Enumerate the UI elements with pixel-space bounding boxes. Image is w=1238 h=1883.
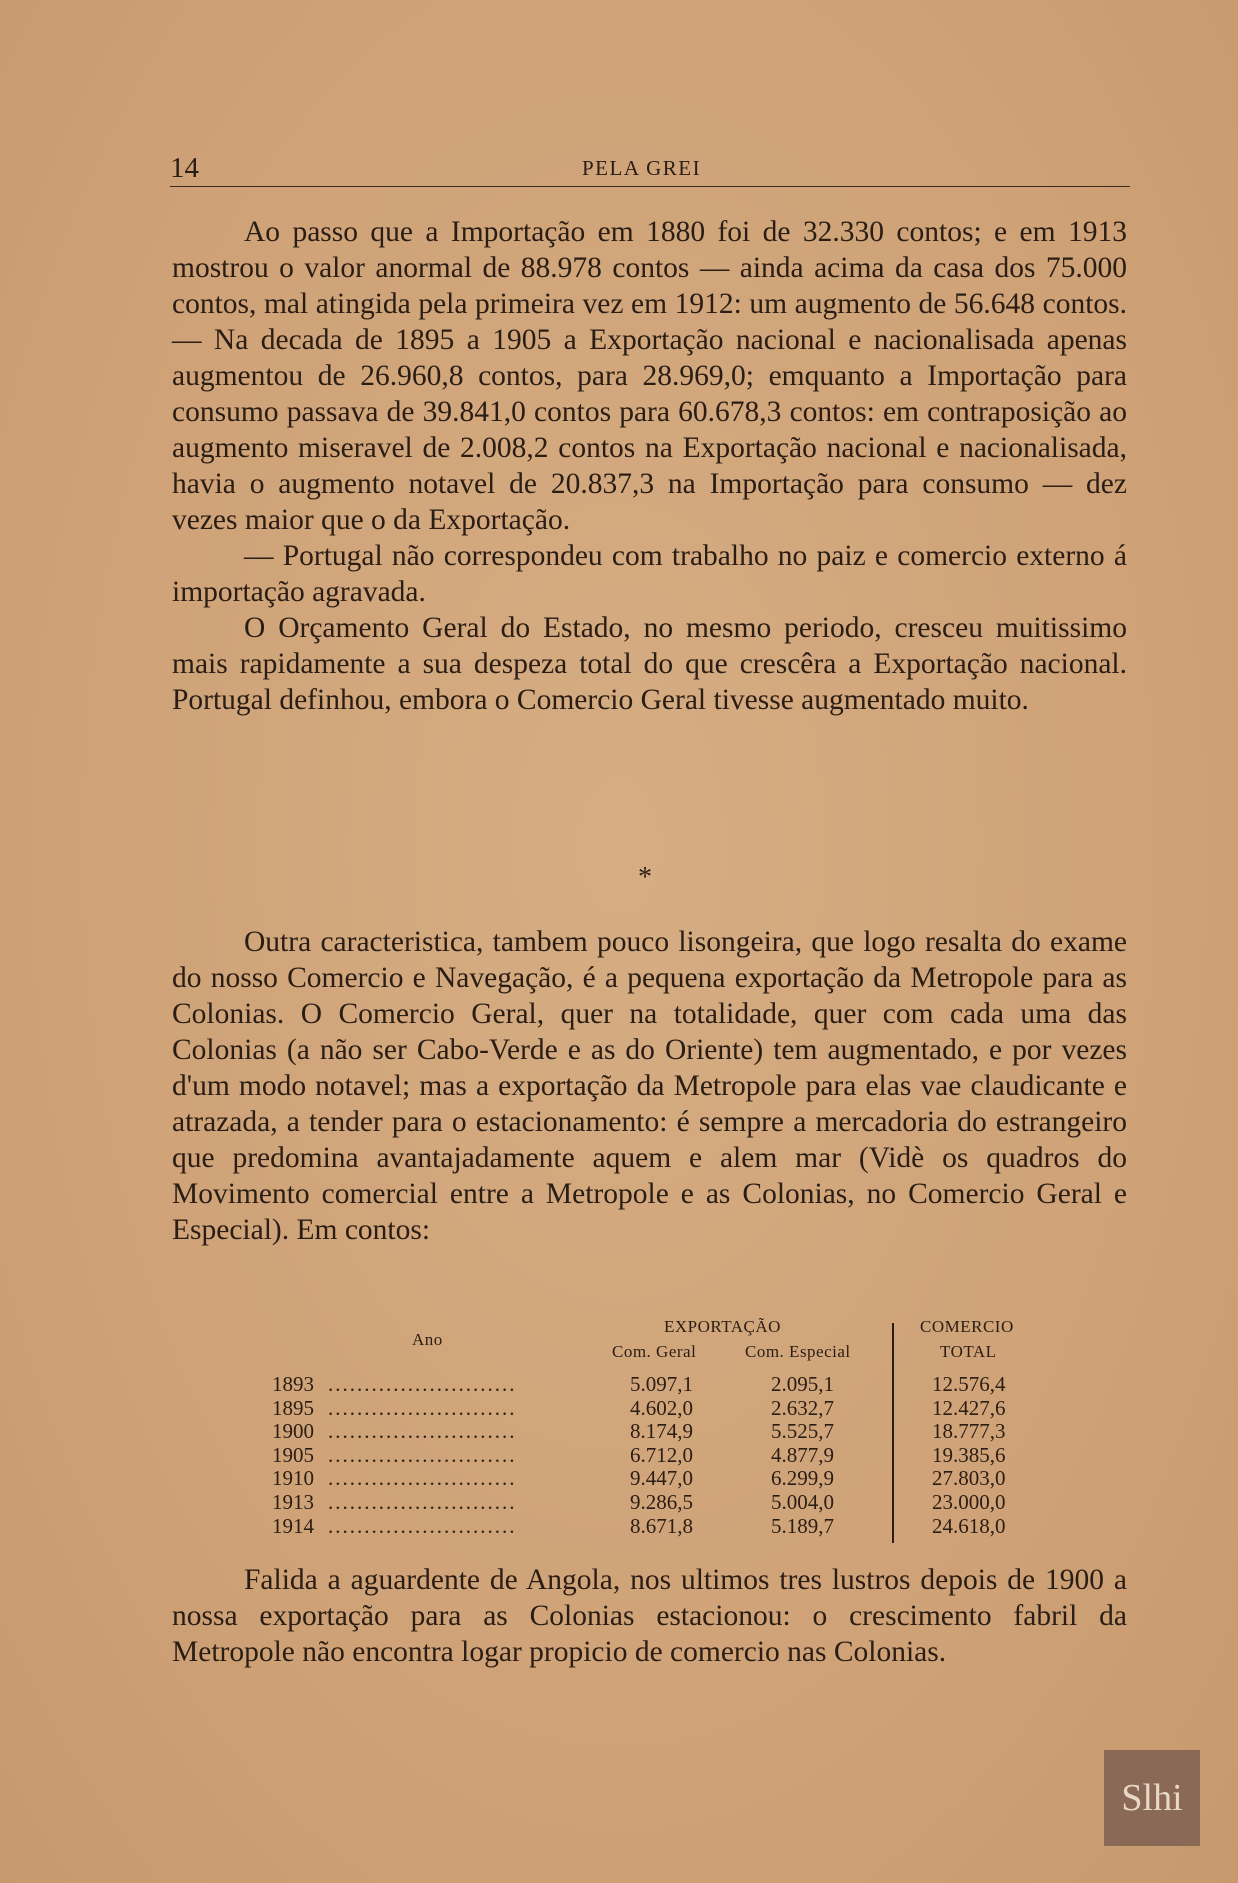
year-cell: 1914 (272, 1513, 314, 1538)
header-com-geral: Com. Geral (612, 1342, 697, 1361)
com-geral-cell: 9.447,0 (630, 1466, 693, 1491)
header-total: TOTAL (940, 1342, 997, 1361)
body-text-middle (172, 924, 1127, 1248)
leader-dots: .......................... (328, 1419, 517, 1444)
year-cell: 1895 (272, 1395, 314, 1420)
year-cell: 1900 (272, 1419, 314, 1444)
year-cell: 1910 (272, 1466, 314, 1491)
com-geral-cell: 4.602,0 (630, 1395, 693, 1420)
com-especial-cell: 5.189,7 (771, 1513, 834, 1538)
library-logo: Slhi (1104, 1750, 1200, 1846)
paragraph-3: O Orçamento Geral do Estado, no mesmo periodo, cresceu muitissimo mais rapidamente a sua despeza total do que crescêra a Exportação nacional. Portugal definhou, embora o Comercio Geral tivesse augmentado muito. (172, 612, 1127, 716)
com-geral-cell: 8.174,9 (630, 1419, 693, 1444)
header-comercio: COMERCIO (920, 1317, 1014, 1336)
body-text-top (172, 214, 1127, 718)
com-especial-cell: 2.632,7 (771, 1395, 834, 1420)
com-especial-cell: 6.299,9 (771, 1466, 834, 1491)
total-cell: 24.618,0 (932, 1513, 1006, 1538)
total-cell: 19.385,6 (932, 1442, 1006, 1467)
table-row (272, 1372, 1042, 1396)
total-cell: 12.427,6 (932, 1395, 1006, 1420)
header-ano: Ano (412, 1330, 443, 1349)
table-row (272, 1514, 1042, 1538)
total-cell: 12.576,4 (932, 1372, 1006, 1396)
paragraph-5: Falida a aguardente de Angola, nos ultimos tres lustros depois de 1900 a nossa exportação para as Colonias estacionou: o crescimento fabril da Metropole não encontra logar propicio de comercio nas Colonias. (172, 1564, 1127, 1668)
leader-dots: .......................... (328, 1489, 517, 1514)
com-geral-cell: 9.286,5 (630, 1489, 693, 1514)
year-cell: 1913 (272, 1489, 314, 1514)
com-geral-cell: 5.097,1 (630, 1372, 693, 1396)
paragraph-1: Ao passo que a Importação em 1880 foi de 32.330 contos; e em 1913 mostrou o valor anormal de 88.978 contos — ainda acima da casa dos 75.000 contos, mal atingida pela primeira vez em 1912: um augmento de 56.648 contos. — Na decada de 1895 a 1905 a Exportação nacional e nacionalisada apenas augmentou de 26.960,8 contos, para 28.969,0; emquanto a Importação para consumo passava de 39.841,0 contos para 60.678,3 contos: em contraposição ao augmento miseravel de 2.008,2 contos na Exportação nacional e nacionalisada, havia o augmento notavel de 20.837,3 na Importação para consumo — dez vezes maior que o da Exportação. (172, 216, 1127, 536)
page-number: 14 (170, 152, 199, 184)
table-row (272, 1443, 1042, 1467)
leader-dots: .......................... (328, 1442, 517, 1467)
table-row (272, 1466, 1042, 1490)
export-table (272, 1315, 1042, 1545)
total-cell: 23.000,0 (932, 1489, 1006, 1514)
leader-dots: .......................... (328, 1372, 517, 1396)
table-row (272, 1419, 1042, 1443)
com-geral-cell: 8.671,8 (630, 1513, 693, 1538)
total-cell: 18.777,3 (932, 1419, 1006, 1444)
paragraph-4: Outra caracteristica, tambem pouco lisongeira, que logo resalta do exame do nosso Comercio e Navegação, é a pequena exportação da Metropole para as Colonias. O Comercio Geral, quer na totalidade, quer com cada uma das Colonias (a não ser Cabo-Verde e as do Oriente) tem augmentado, e por vezes d'um modo notavel; mas a exportação da Metropole para elas vae claudicante e atrazada, a tender para o estacionamento: é sempre a mercadoria do estrangeiro que predomina avantajadamente aquem e alem mar (Vidè os quadros do Movimento comercial entre a Metropole e as Colonias, no Comercio Geral e Especial). Em contos: (172, 926, 1127, 1246)
leader-dots: .......................... (328, 1513, 517, 1538)
total-cell: 27.803,0 (932, 1466, 1006, 1491)
com-especial-cell: 5.525,7 (771, 1419, 834, 1444)
page-header (170, 152, 1130, 187)
paragraph-2: — Portugal não correspondeu com trabalho no paiz e comercio externo á importação agravada. (172, 540, 1127, 608)
year-cell: 1893 (272, 1372, 314, 1396)
com-geral-cell: 6.712,0 (630, 1442, 693, 1467)
table-row (272, 1490, 1042, 1514)
com-especial-cell: 4.877,9 (771, 1442, 834, 1467)
header-exportacao: EXPORTAÇÃO (664, 1317, 781, 1336)
section-separator: * (638, 862, 652, 893)
table-body (272, 1372, 1042, 1537)
year-cell: 1905 (272, 1442, 314, 1467)
com-especial-cell: 2.095,1 (771, 1372, 834, 1396)
header-com-especial: Com. Especial (745, 1342, 851, 1361)
leader-dots: .......................... (328, 1395, 517, 1420)
running-head: PELA GREI (582, 156, 702, 180)
leader-dots: .......................... (328, 1466, 517, 1491)
com-especial-cell: 5.004,0 (771, 1489, 834, 1514)
table-row (272, 1396, 1042, 1420)
body-text-bottom (172, 1562, 1127, 1670)
